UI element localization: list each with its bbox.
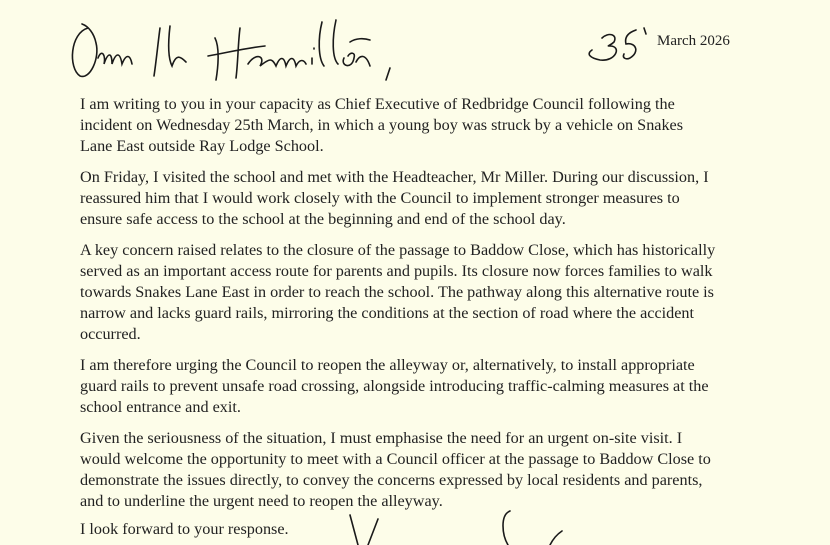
paragraph-line: towards Snakes Lane East in order to reach the school. The pathway along this alternative route is — [80, 283, 714, 301]
paragraph-line: guard rails to prevent unsafe road crossing, alongside introducing traffic-calming measures at the — [80, 377, 709, 395]
paragraph-line: incident on Wednesday 25th March, in which a young boy was struck by a vehicle on Snakes — [80, 116, 684, 134]
letter-body — [80, 94, 800, 512]
paragraph-line: I am therefore urging the Council to reopen the alleyway or, alternatively, to install appropriate — [80, 356, 695, 374]
paragraph-line: demonstrate the issues directly, to convey the concerns expressed by local residents and parents, — [80, 471, 703, 489]
closing-line: I look forward to your response. — [80, 520, 289, 538]
paragraph-line: would welcome the opportunity to meet with a Council officer at the passage to Baddow Close to — [80, 450, 711, 468]
letter-paragraph — [80, 428, 800, 512]
handwritten-salutation — [60, 8, 520, 88]
paragraph-line: Lane East outside Ray Lodge School. — [80, 137, 324, 155]
paragraph-line: reassured him that I would work closely with the Council to implement stronger measures to — [80, 189, 680, 207]
letter-paragraph — [80, 167, 800, 230]
signature — [330, 505, 630, 545]
paragraph-line: occurred. — [80, 325, 141, 343]
paragraph-line: ensure safe access to the school at the beginning and end of the school day. — [80, 210, 566, 228]
handwritten-date-day — [580, 18, 660, 68]
paragraph-line: Given the seriousness of the situation, I must emphasise the need for an urgent on-site visit. I — [80, 429, 683, 447]
paragraph-line: On Friday, I visited the school and met with the Headteacher, Mr Miller. During our discussion, I — [80, 168, 709, 186]
paragraph-line: school entrance and exit. — [80, 398, 241, 416]
paragraph-line: I am writing to you in your capacity as Chief Executive of Redbridge Council following the — [80, 95, 675, 113]
date-month-year: March 2026 — [657, 33, 730, 49]
letter-paragraph — [80, 240, 800, 345]
letter-paragraph — [80, 355, 800, 418]
paragraph-line: A key concern raised relates to the closure of the passage to Baddow Close, which has historically — [80, 241, 716, 259]
paragraph-line: narrow and lacks guard rails, mirroring the conditions at the section of road where the accident — [80, 304, 695, 322]
paragraph-line: and to underline the urgent need to reopen the alleyway. — [80, 492, 443, 510]
paragraph-line: served as an important access route for parents and pupils. Its closure now forces families to walk — [80, 262, 713, 280]
letter-paragraph — [80, 94, 800, 157]
